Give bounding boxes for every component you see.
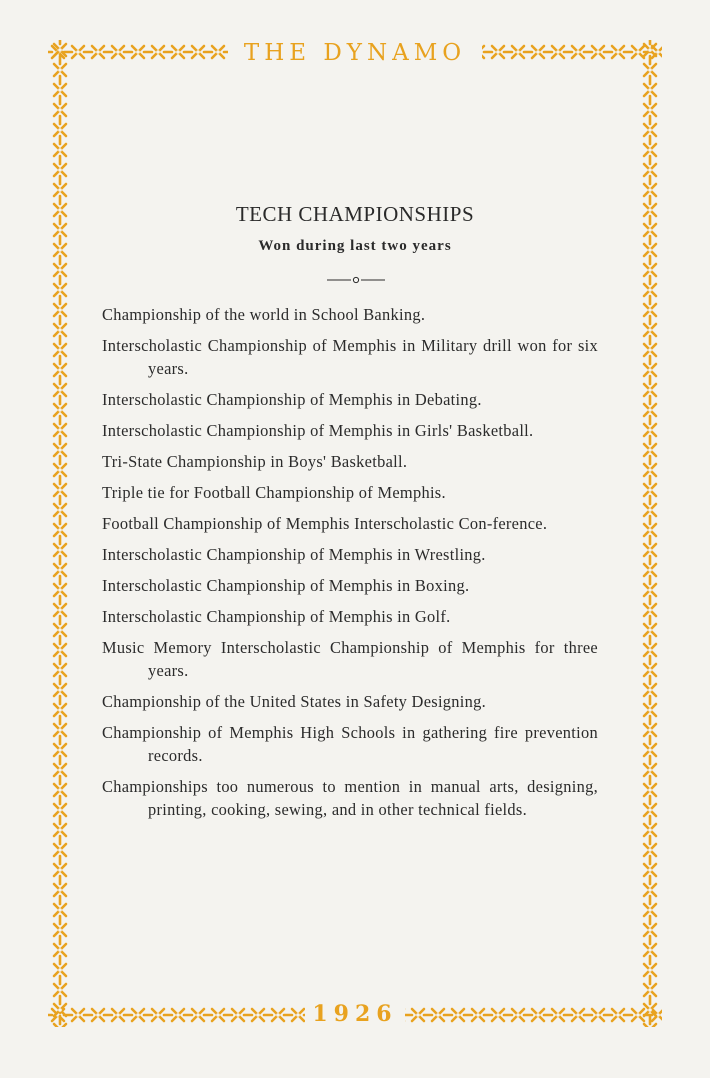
footer-year: 1926 xyxy=(305,998,405,1030)
list-item: Football Championship of Memphis Interscholastic Con-ference. xyxy=(102,514,548,533)
list-item: Championships too numerous to mention in manual arts, designing, printing, cooking, sewing, and in other technical fields. xyxy=(102,777,598,819)
section-divider xyxy=(325,272,387,286)
page-title: TECH CHAMPIONSHIPS xyxy=(235,202,475,226)
list-item: Music Memory Interscholastic Championship of Memphis for three years. xyxy=(102,638,598,680)
running-header-title: THE DYNAMO xyxy=(228,38,482,68)
list-item: Interscholastic Championship of Memphis in Debating. xyxy=(102,390,482,409)
championship-list xyxy=(102,303,598,829)
list-item: Interscholastic Championship of Memphis in Golf. xyxy=(102,607,451,626)
list-item: Interscholastic Championship of Memphis in Wrestling. xyxy=(102,545,486,564)
page-subtitle: Won during last two years xyxy=(258,238,452,254)
list-item: Tri-State Championship in Boys' Basketball. xyxy=(102,452,408,471)
list-item: Interscholastic Championship of Memphis in Girls' Basketball. xyxy=(102,421,534,440)
list-item: Championship of the world in School Banking. xyxy=(102,305,426,324)
ornamental-border-left xyxy=(48,40,72,1027)
list-item: Championship of the United States in Safety Designing. xyxy=(102,692,487,711)
list-item: Interscholastic Championship of Memphis in Military drill won for six years. xyxy=(102,336,598,378)
list-item: Championship of Memphis High Schools in gathering fire prevention records. xyxy=(102,723,598,765)
ornamental-border-right xyxy=(638,40,662,1027)
list-item: Interscholastic Championship of Memphis in Boxing. xyxy=(102,576,470,595)
list-item: Triple tie for Football Championship of Memphis. xyxy=(102,483,446,502)
